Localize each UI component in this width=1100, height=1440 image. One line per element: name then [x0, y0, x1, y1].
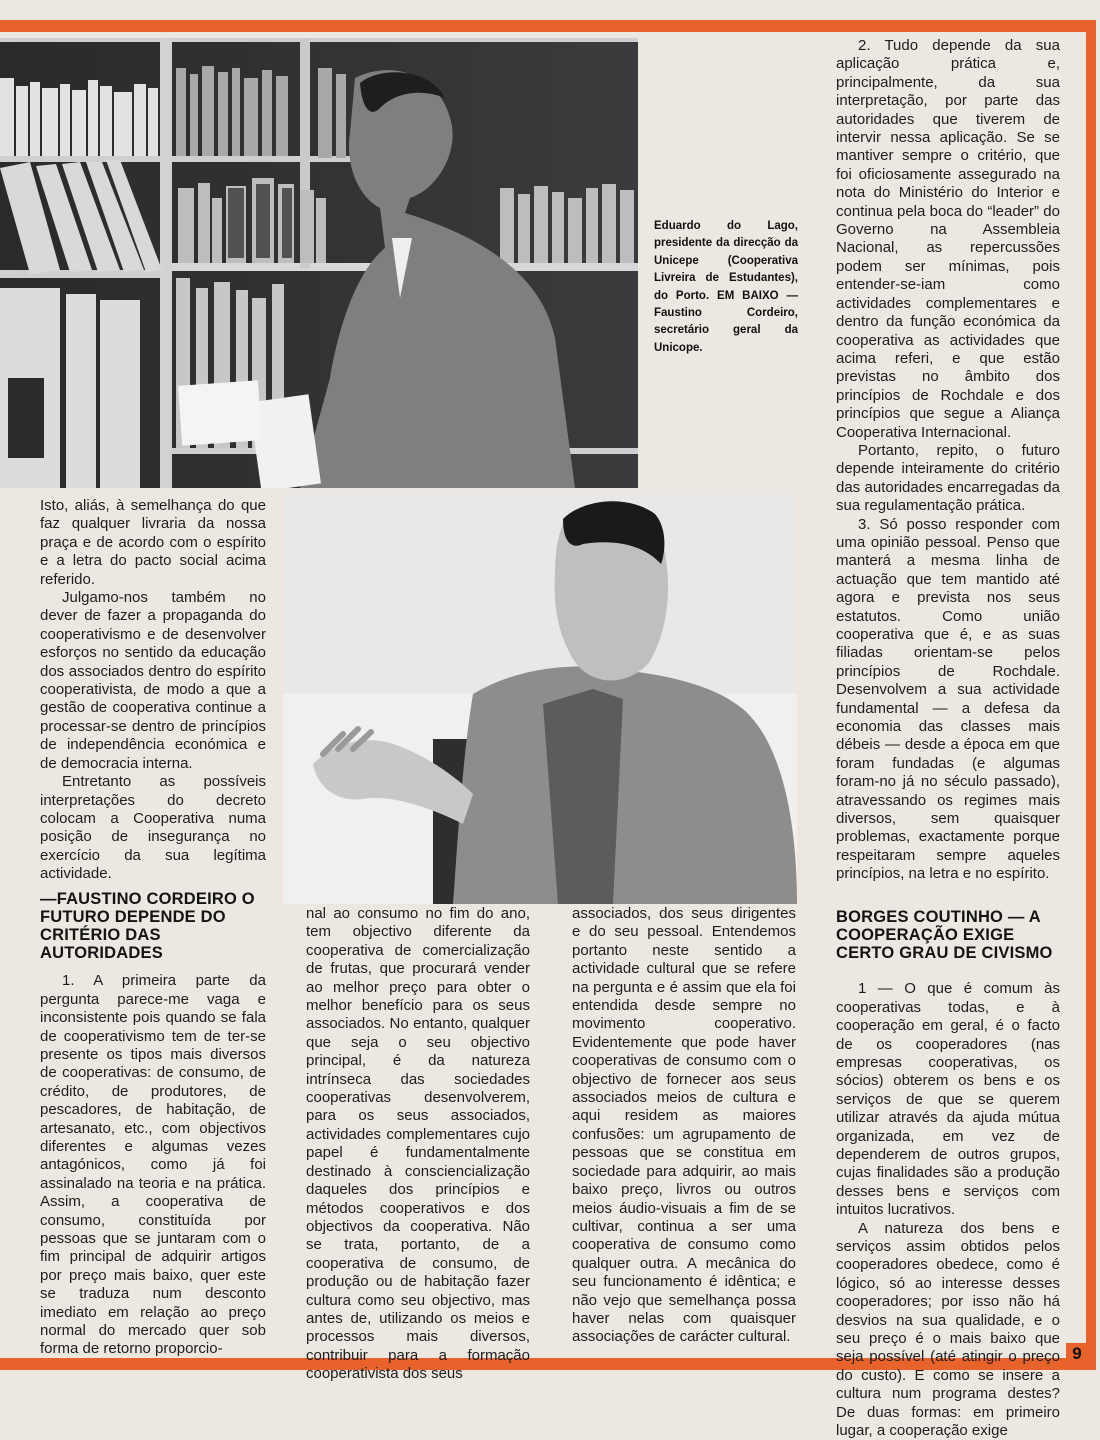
photo-caption: Eduardo do Lago, presidente da direcção da Unicepe (Cooperativa Livreira de Estudantes), do Porto. EM BAIXO — Faustino Cordeiro, secretário geral da Unicope.	[654, 220, 798, 354]
photo-eduardo-do-lago	[0, 38, 638, 488]
photo-faustino-cordeiro	[283, 494, 797, 904]
column-center-left	[306, 905, 530, 1384]
paragraph: nal ao consumo no fim do ano, tem objectivo diferente da cooperativa de comercialização de frutas, que procurará vender ao melhor preço para obter o melhor benefício para os seus associados. No entanto, qualquer que seja o seu objectivo principal, é da natureza intrínseca das sociedades cooperativas desenvolverem, para os seus associados, actividades complementares cujo papel é fundamentalmente destinado à consciencialização daqueles dos princípios e métodos cooperativos e dos objectivos da cooperativa. Não se trata, portanto, de a cooperativa de consumo, de produção ou de habitação fazer cultura como seu objectivo, mas antes de, utilizando os meios e processos mais diversos, contribuir para a formação cooperativista dos seus	[306, 905, 530, 1383]
paragraph: 1. A primeira parte da pergunta parece-me vaga e inconsistente pois quando se fala de cooperativismo tem de ter-se presente os tipos mais diversos de cooperativas: de consumo, de crédito, de produtores, de pescadores, de habitação, de artesanato, etc., com objectivos diferentes e algumas vezes antagónicos, como já foi assinalado na teoria e na prática. Assim, a cooperativa de consumo, constituída por pessoas que se juntaram com o fim principal de adquirir artigos por preço mais baixo, quer este se traduza num desconto imediato em relação ao preço normal do mercado quer sob forma de retorno proporcio-	[40, 972, 266, 1358]
paragraph: associados, dos seus dirigentes e do seu pessoal. Entendemos portanto neste sentido a actividade cultural que se refere na pergunta e é assim que ela foi entendida desde sempre no movimento cooperativo. Evidentemente que pode haver cooperativas de consumo com o objectivo de fornecer aos seus associados meios de cultura e aqui residem as maiores confusões: um agrupamento de pessoas que se constitua em sociedade para adquirir, ao mais baixo preço, livros ou outros meios áudio-visuais a fim de se cultivar, continua a ser uma cooperativa de consumo como qualquer outra. A mecânica do seu funcionamento é idêntica; e não vejo que semelhança possa haver nelas com quaisquer associações de carácter cultural.	[572, 905, 796, 1346]
paragraph: Entretanto as possíveis interpretações do decreto colocam a Cooperativa numa posição de insegurança no exercício da sua legítima actividade.	[40, 773, 266, 883]
paragraph: Portanto, repito, o futuro depende inteiramente do critério das autoridades encarregadas da sua regulamentação prática.	[836, 441, 1060, 515]
paragraph: 1 — O que é comum às cooperativas todas, e à cooperação em geral, é o facto de os cooperadores (nas empresas cooperativas, os sócios) obterem os bens e os serviços de que se querem utilizar através da ajuda mútua organizada, em vez de dependerem de outros grupos, cujas finalidades são a produção desses bens e serviços com intuitos lucrativos.	[836, 980, 1060, 1219]
paragraph: 2. Tudo depende da sua aplicação prática e, principalmente, da sua interpretação, por parte das autoridades que tiverem de intervir nessa aplicação. Se se mantiver sempre o critério, que foi oficiosamente assegurado na nota do Ministério do Interior e continua pela boca do “leader” do Governo na Assembleia Nacional, as repercussões podem ser mínimas, pois entender-se-iam como actividades complementares e dentro da função económica da cooperativa as actividades que acima referi, e que estão previstas no âmbito dos princípios de Rochdale e dos princípios que segue a Aliança Cooperativa Internacional.	[836, 37, 1060, 441]
column-right	[836, 37, 1060, 1440]
paragraph: 3. Só posso responder com uma opinião pessoal. Penso que manterá a mesma linha de actuação que tem mantido até agora e prevista nos seus estatutos. Como união cooperativa que é, e as suas filiadas orientam-se pelos princípios de Rochdale. Desenvolvem a sua actividade fundamental — a defesa da economia das classes mais débeis — desde a época em que foram fundadas (e algumas foram-no já no século passado), atravessando os regimes mais diversos, sem quaisquer problemas, exactamente porque respeitaram sempre aqueles princípios, na letra e no espírito.	[836, 515, 1060, 883]
column-center-right	[572, 905, 796, 1347]
paragraph: A natureza dos bens e serviços assim obtidos pelos cooperadores obedece, como é lógico, só ao interesse desses cooperadores; por isso não há desvios na sua qualidade, e o seu preço é o mais baixo que seja possível (até atingir o preço do custo). E como se insere a cultura num programa destes? De duas formas: em primeiro lugar, a cooperação exige	[836, 1219, 1060, 1440]
paragraph: Julgamo-nos também no dever de fazer a propaganda do cooperativismo e de desenvolver esforços no sentido da educação dos associados dentro do espírito cooperativista, de modo a que a gestão de cooperativa continue a processar-se dentro de princípios de independência económica e de democracia interna.	[40, 589, 266, 772]
section-heading-borges-coutinho: BORGES COUTINHO — A COOPERAÇÃO EXIGE CERTO GRAU DE CIVISMO	[836, 907, 1053, 963]
bookshelf-photo-icon	[0, 38, 638, 488]
orange-frame-right	[1086, 20, 1096, 1366]
paragraph: Isto, aliás, à semelhança do que faz qualquer livraria da nossa praça e de acordo com o espírito e a letra do pacto social acima referido.	[40, 497, 266, 588]
page-number: 9	[1066, 1343, 1088, 1365]
section-heading-faustino-cordeiro: —FAUSTINO CORDEIRO O FUTURO DEPENDE DO CRITÉRIO DAS AUTORIDADES	[40, 889, 255, 963]
column-left	[40, 497, 266, 1359]
seated-man-photo-icon	[283, 494, 797, 904]
orange-frame-top	[0, 20, 1096, 32]
